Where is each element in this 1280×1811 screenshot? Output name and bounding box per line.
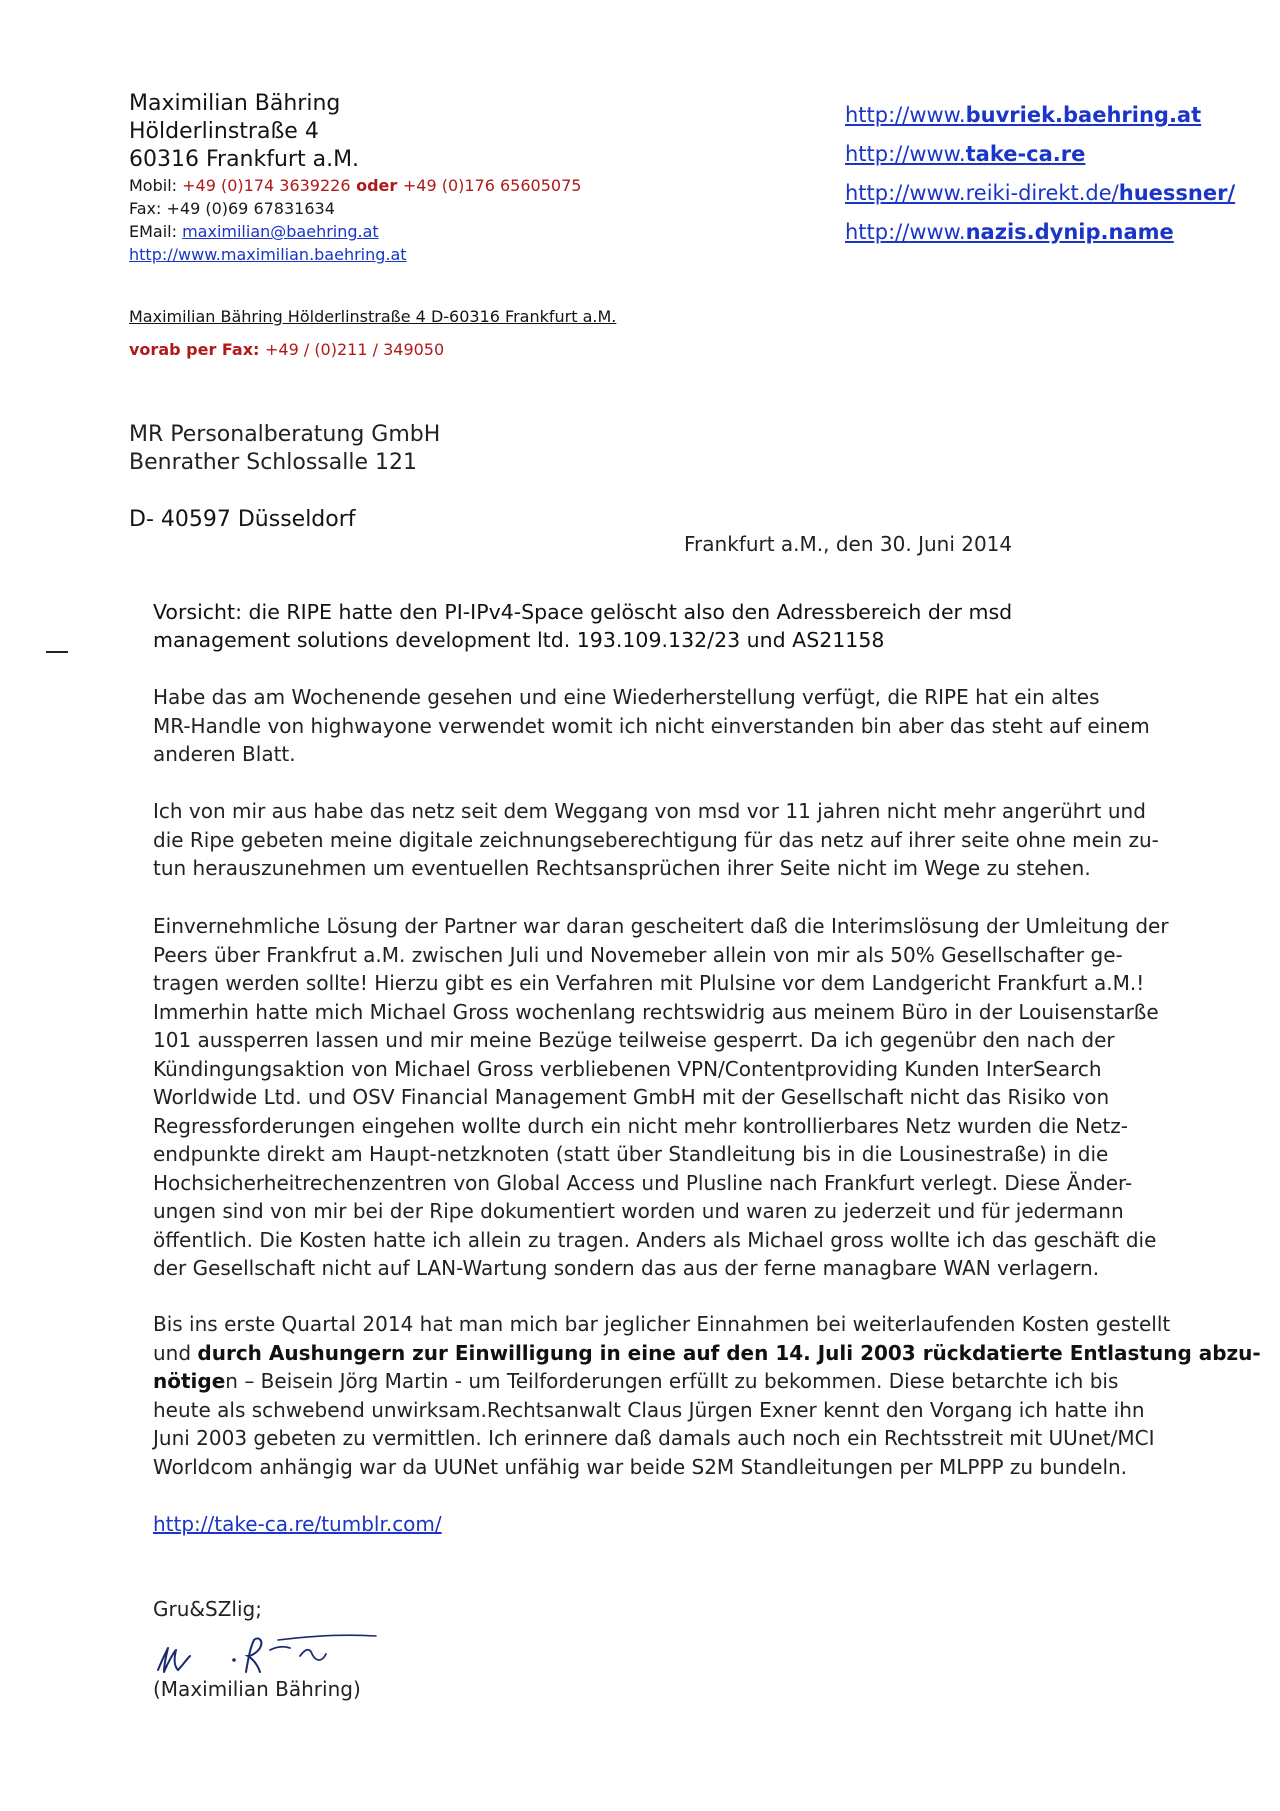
sender-email: EMail: maximilian@baehring.at (129, 222, 379, 241)
paragraph-line: ungen sind von mir bei der Ripe dokumentiert worden und waren zu jederzeit und für jedermann (153, 1199, 1124, 1223)
paragraph-1 (153, 683, 1150, 769)
paragraph-line: Worldwide Ltd. und OSV Financial Management GmbH mit der Gesellschaft nicht das Risiko von (153, 1085, 1110, 1109)
closing: Gru&SZlig; (153, 1597, 262, 1621)
link-buvriek[interactable]: http://www.buvriek.baehring.at (845, 103, 1202, 127)
sender-website (129, 243, 581, 266)
paragraph-line: öffentlich. Die Kosten hatte ich allein zu tragen. Anders als Michael gross wollte ich das geschäft die (153, 1227, 1157, 1252)
paragraph-line: Worldcom anhängig war da UUNet unfähig war beide S2M Standleitungen per MLPPP zu bundeln. (153, 1454, 1128, 1479)
paragraph-line: Kündingungsaktion von Michael Gross verbliebenen VPN/Contentproviding Kunden InterSearch (153, 1056, 1102, 1081)
paragraph-line: und durch Aushungern zur Einwilligung in eine auf den 14. Juli 2003 rückdatierte Entlastung abzu- (153, 1340, 1261, 1365)
paragraph-line: Juni 2003 gebeten zu vermittlen. Ich erinnere daß damals auch noch ein Rechtsstreit mit UUnet/MCI (153, 1426, 1155, 1450)
recipient-block (129, 421, 440, 477)
letter-date: Frankfurt a.M., den 30. Juni 2014 (684, 532, 1013, 556)
fax-notice: vorab per Fax: +49 / (0)211 / 349050 (129, 340, 445, 359)
paragraph-line: anderen Blatt. (153, 742, 296, 766)
paragraph-line: tun herauszunehmen um eventuellen Rechtsansprüchen ihrer Seite nicht im Wege zu stehen. (153, 856, 1091, 880)
subject-line-2: management solutions development ltd. 193.109.132/23 und AS21158 (153, 628, 885, 652)
sender-city: 60316 Frankfurt a.M. (129, 147, 360, 172)
return-address: Maximilian Bähring Hölderlinstraße 4 D-60316 Frankfurt a.M. (129, 307, 617, 326)
paragraph-line: Bis ins erste Quartal 2014 hat man mich bar jeglicher Einnahmen bei weiterlaufenden Kosten gestellt (153, 1312, 1171, 1336)
paragraph-3 (153, 912, 1169, 1283)
website-link[interactable]: http://www.maximilian.baehring.at (129, 245, 407, 264)
paragraph-line: 101 aussperren lassen und mir meine Bezüge teilweise gesperrt. Da ich gegenübr den nach der (153, 1028, 1115, 1052)
sender-name: Maximilian Bähring (129, 91, 341, 116)
paragraph-4 (153, 1310, 1261, 1481)
paragraph-2 (153, 797, 1159, 883)
link-nazis-dynip[interactable]: http://www.nazis.dynip.name (845, 220, 1174, 244)
paragraph-line: nötigen – Beisein Jörg Martin - um Teilforderungen erfüllt zu bekommen. Diese betarchte ich bis (153, 1369, 1119, 1393)
link-reiki-direkt[interactable]: http://www.reiki-direkt.de/huessner/ (845, 181, 1236, 205)
signature-name: (Maximilian Bähring) (153, 1677, 361, 1701)
sender-mobile: Mobil: +49 (0)174 3639226 oder +49 (0)176 65605075 (129, 176, 582, 195)
email-link[interactable]: maximilian@baehring.at (182, 222, 379, 241)
recipient-company: MR Personalberatung GmbH (129, 422, 441, 447)
subject-line-1: Vorsicht: die RIPE hatte den PI-IPv4-Space gelöscht also den Adressbereich der msd (153, 600, 1013, 624)
link-take-ca[interactable]: http://www.take-ca.re (845, 142, 1086, 166)
paragraph-line: heute als schwebend unwirksam.Rechtsanwalt Claus Jürgen Exner kennt den Vorgang ich hatte ihn (153, 1397, 1145, 1422)
paragraph-line: endpunkte direkt am Haupt-netzknoten (statt über Standleitung bis in die Lousinestraße) in die (153, 1142, 1109, 1166)
paragraph-line: der Gesellschaft nicht auf LAN-Wartung sondern das aus der ferne managbare WAN verlagern. (153, 1256, 1100, 1280)
paragraph-line: tragen werden sollte! Hierzu gibt es ein Verfahren mit Plulsine vor dem Landgericht Frankfurt a.M.! (153, 971, 1145, 995)
paragraph-line: Einvernehmliche Lösung der Partner war daran gescheitert daß die Interimslösung der Umleitung der (153, 914, 1169, 938)
paragraph-line: Ich von mir aus habe das netz seit dem Weggang von msd vor 11 jahren nicht mehr angerührt und (153, 799, 1146, 823)
sender-street: Hölderlinstraße 4 (129, 119, 319, 144)
fold-mark (46, 651, 68, 653)
sender-fax: Fax: +49 (0)69 67831634 (129, 199, 335, 218)
recipient-city: D- 40597 Düsseldorf (129, 507, 356, 532)
paragraph-line: Peers über Frankfrut a.M. zwischen Juli und Novemeber allein von mir als 50% Gesellschafter ge- (153, 942, 1123, 967)
paragraph-line: Hochsicherheitrechenzentren von Global Access und Plusline nach Frankfurt verlegt. Diese Änder- (153, 1170, 1133, 1195)
sender-block (129, 90, 581, 266)
right-links (845, 96, 1235, 252)
tumblr-link[interactable]: http://take-ca.re/tumblr.com/ (153, 1512, 442, 1536)
paragraph-line: MR-Handle von highwayone verwendet womit ich nicht einverstanden bin aber das steht auf einem (153, 713, 1150, 738)
paragraph-line: Habe das am Wochenende gesehen und eine Wiederherstellung verfügt, die RIPE hat ein altes (153, 685, 1100, 709)
paragraph-line: Immerhin hatte mich Michael Gross wochenlang rechtswidrig aus meinem Büro in der Louisenstarße (153, 999, 1159, 1024)
footer-link-wrapper (153, 1510, 442, 1539)
paragraph-line: Regressforderungen eingehen wollte durch ein nicht mehr kontrollierbares Netz wurden die Netz- (153, 1113, 1128, 1138)
recipient-street: Benrather Schlossalle 121 (129, 450, 417, 475)
paragraph-line: die Ripe gebeten meine digitale zeichnungseberechtigung für das netz auf ihrer seite ohne mein zu- (153, 827, 1159, 852)
subject (153, 598, 1012, 654)
